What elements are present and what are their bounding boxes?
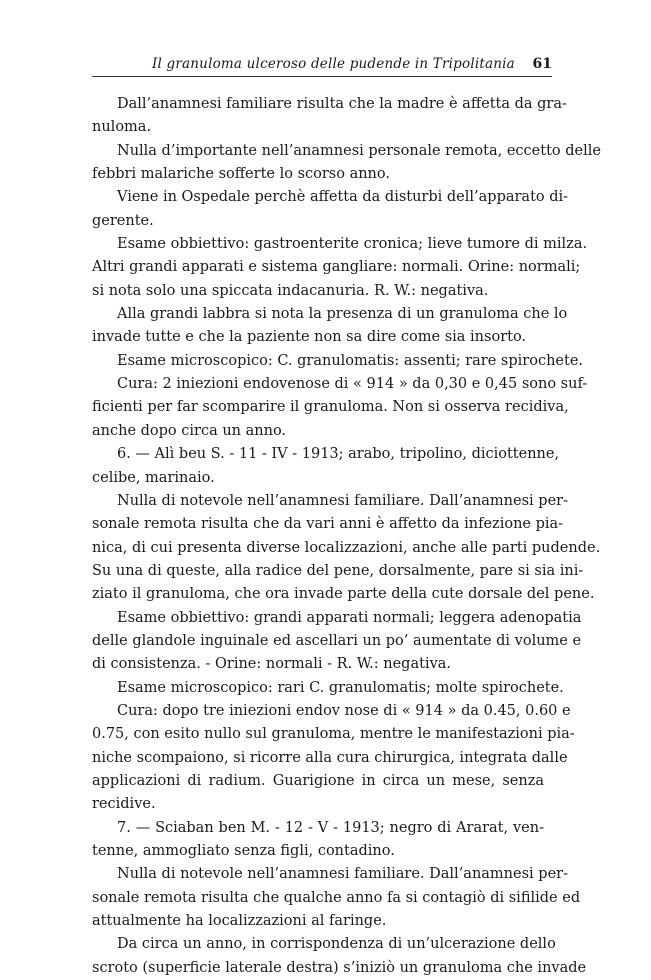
text-line: Nulla di notevole nell’anamnesi familiare. Dall’anamnesi per- xyxy=(117,866,568,883)
text-line: gerente. xyxy=(92,212,154,229)
text-line: 0.75, con esito nullo sul granuloma, mentre le manifestazioni pia- xyxy=(92,726,575,743)
text-line: Esame obbiettivo: grandi apparati normali; leggera adenopatia xyxy=(117,609,582,626)
text-line: di consistenza. - Orine: normali - R. W.: negativa. xyxy=(92,656,452,673)
text-line: Esame microscopico: rari C. granulomatis; molte spirochete. xyxy=(117,679,564,696)
text-line: Alla grandi labbra si nota la presenza di un granuloma che lo xyxy=(117,306,568,323)
text-line: Dall’anamnesi familiare risulta che la madre è affetta da gra- xyxy=(117,96,567,112)
text-line: niche scompaiono, si ricorre alla cura chirurgica, integrata dalle xyxy=(92,749,568,766)
text-line: 6. — Alì beu S. - 11 - IV - 1913; arabo, tripolino, diciottenne, xyxy=(117,446,560,463)
text-line: nuloma. xyxy=(92,119,152,136)
text-line: 7. — Sciaban ben M. - 12 - V - 1913; negro di Ararat, ven- xyxy=(117,819,544,836)
text-line: sonale remota risulta che qualche anno fa si contagiò di sifilide ed xyxy=(92,889,581,906)
text-line: ziato il granuloma, che ora invade parte della cute dorsale del pene. xyxy=(92,586,595,603)
text-line: Cura: dopo tre iniezioni endov nose di « 914 » da 0.45, 0.60 e xyxy=(117,702,571,719)
text-line: celibe, marinaio. xyxy=(92,469,215,486)
text-line: Da circa un anno, in corrispondenza di un’ulcerazione dello xyxy=(117,936,556,953)
text-line: sonale remota risulta che da vari anni è affetto da infezione pia- xyxy=(92,516,564,533)
text-line: febbri malariche sofferte lo scorso anno. xyxy=(92,166,390,183)
text-line: Altri grandi apparati e sistema gangliare: normali. Orine: normali; xyxy=(92,259,581,276)
text-line: attualmente ha localizzazioni al faringe. xyxy=(92,913,387,930)
text-line: anche dopo circa un anno. xyxy=(92,422,287,439)
body-text xyxy=(92,93,601,980)
text-line: Esame microscopico: C. granulomatis: assenti; rare spirochete. xyxy=(117,352,584,369)
text-line: scroto (superficie laterale destra) s’iniziò un granuloma che invade xyxy=(92,959,587,976)
running-title: Il granuloma ulceroso delle pudende in Tripolitania xyxy=(152,56,515,72)
text-line: Esame obbiettivo: gastroenterite cronica; lieve tumore di milza. xyxy=(117,236,588,253)
page-header xyxy=(92,56,552,77)
text-line: applicazioni di radium. Guarigione in circa un mese, senza xyxy=(92,772,544,789)
text-line: Nulla di notevole nell’anamnesi familiare. Dall’anamnesi per- xyxy=(117,492,568,509)
text-line: invade tutte e che la paziente non sa dire come sia insorto. xyxy=(92,329,527,346)
text-line: Su una di queste, alla radice del pene, dorsalmente, pare si sia ini- xyxy=(92,562,584,579)
text-line: recidive. xyxy=(92,796,156,813)
text-line: si nota solo una spiccata indacanuria. R. W.: negativa. xyxy=(92,282,489,299)
page-number: 61 xyxy=(532,56,552,72)
text-line: tenne, ammogliato senza figli, contadino. xyxy=(92,843,395,859)
text-line: Cura: 2 iniezioni endovenose di « 914 » da 0,30 e 0,45 sono suf- xyxy=(117,376,588,393)
text-line: ficienti per far scomparire il granuloma. Non si osserva recidiva, xyxy=(92,399,569,416)
text-line: Viene in Ospedale perchè affetta da disturbi dell’apparato di- xyxy=(117,189,569,206)
text-line: nica, di cui presenta diverse localizzazioni, anche alle parti pudende. xyxy=(92,539,601,556)
text-line: Nulla d’importante nell’anamnesi personale remota, eccetto delle xyxy=(117,142,601,159)
text-line: delle glandole inguinale ed ascellari un po’ aumentate di volume e xyxy=(92,632,582,649)
